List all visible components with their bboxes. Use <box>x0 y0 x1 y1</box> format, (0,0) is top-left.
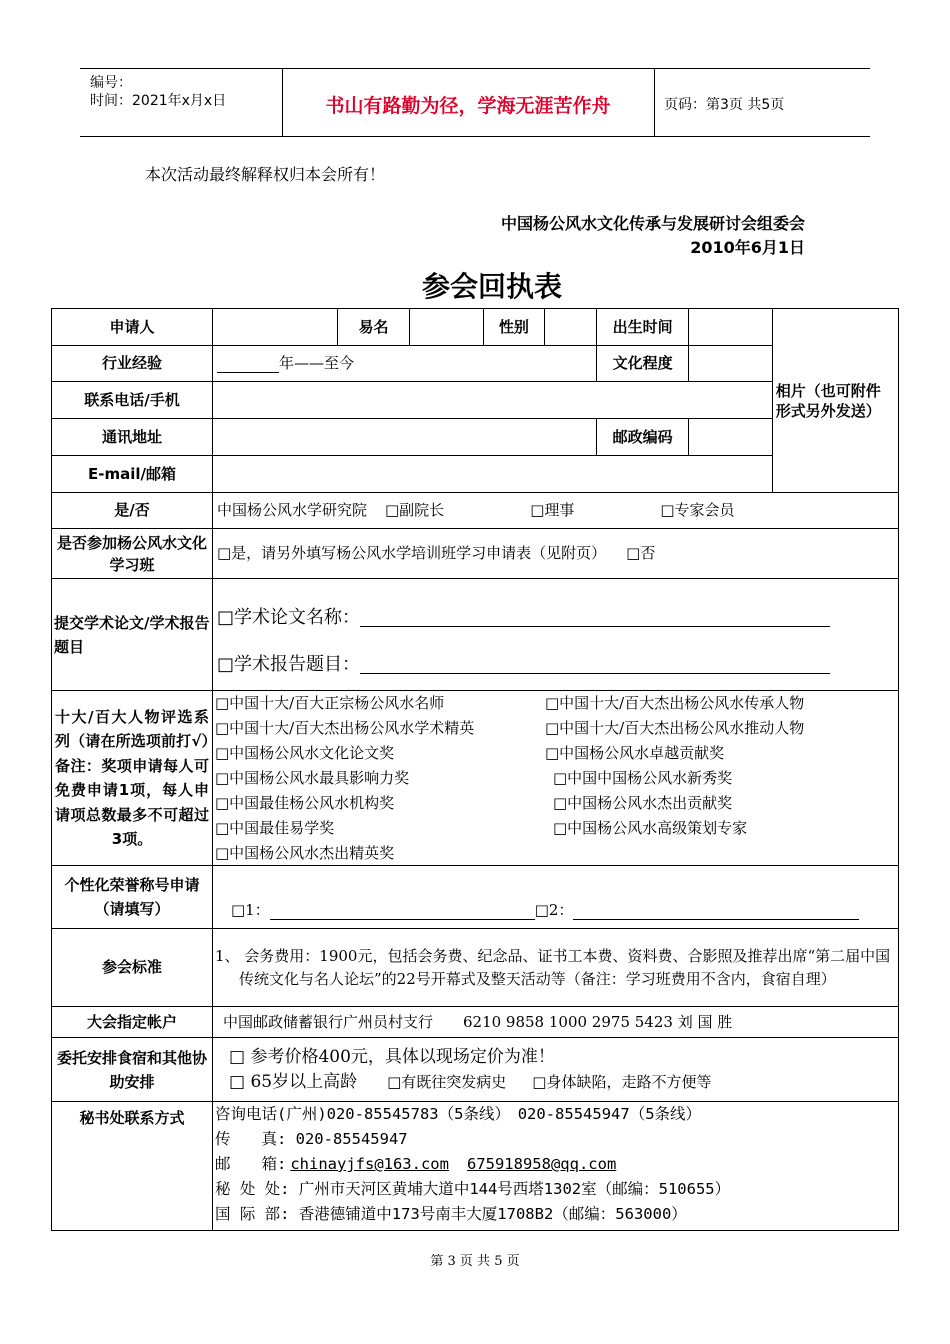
consult-phone: 咨询电话(广州)020-85545783（5条线） 020-85545947（5条线） <box>214 1105 702 1123</box>
easy-name-field[interactable] <box>409 309 483 346</box>
email-field[interactable] <box>212 456 772 493</box>
account-label: 大会指定帐户 <box>52 1007 213 1038</box>
expert-checkbox[interactable]: □专家会员 <box>660 501 735 519</box>
award-option-checkbox[interactable]: □中国杨公风水高级策划专家 <box>552 818 748 837</box>
applicant-label: 申请人 <box>52 309 213 346</box>
postcode-label: 邮政编码 <box>597 419 688 456</box>
issue-date: 2010年6月1日 <box>690 238 805 257</box>
organizer: 中国杨公风水文化传承与发展研讨会组委会 <box>500 214 805 233</box>
birth-label: 出生时间 <box>597 309 688 346</box>
award-option-checkbox[interactable]: □中国中国杨公风水新秀奖 <box>552 768 733 787</box>
header-bottom-rule <box>80 136 870 137</box>
header-page-info: 页码：第3页 共5页 <box>664 97 785 113</box>
paper-row <box>212 579 898 691</box>
paper-label: 提交学术论文/学术报告题目 <box>52 579 213 691</box>
awards-cell <box>212 691 898 866</box>
experience-blank[interactable] <box>217 372 279 373</box>
award-option-checkbox[interactable]: □中国杨公风水杰出精英奖 <box>214 843 395 862</box>
lodging-illness-checkbox[interactable]: □有既往突发病史 <box>387 1072 507 1091</box>
vice-president-checkbox[interactable]: □副院长 <box>385 501 445 519</box>
phone-label: 联系电话/手机 <box>52 382 213 419</box>
paper-name-blank[interactable] <box>360 626 830 627</box>
class-label: 是否参加杨公风水文化学习班 <box>52 529 213 579</box>
account-text: 中国邮政储蓄银行广州员村支行 6210 9858 1000 2975 5423 刘 国 胜 <box>212 1007 898 1038</box>
lodging-age-checkbox[interactable]: □ 65岁以上高龄 <box>228 1071 358 1092</box>
lodging-label: 委托安排食宿和其他协助安排 <box>52 1038 213 1102</box>
report-name-blank[interactable] <box>360 673 830 674</box>
office-address: 秘 处 处: 广州市天河区黄埔大道中144号西塔1302室（邮编：510655） <box>214 1180 731 1198</box>
photo-cell[interactable]: 相片（也可附件形式另外发送） <box>772 309 898 493</box>
header-divider <box>654 68 655 136</box>
award-option-checkbox[interactable]: □中国十大/百大杰出杨公风水传承人物 <box>544 693 805 712</box>
honor-row <box>212 866 898 929</box>
lodging-row <box>212 1038 898 1102</box>
doc-number: 编号： <box>90 75 132 91</box>
award-option-checkbox[interactable]: □中国十大/百大杰出杨公风水学术精英 <box>214 718 475 737</box>
education-label: 文化程度 <box>597 346 688 382</box>
lodging-disability-checkbox[interactable]: □身体缺陷，走路不方便等 <box>532 1072 712 1091</box>
easy-name-label: 易名 <box>338 309 410 346</box>
email-link-qq[interactable]: 675918958@qq.com <box>466 1155 617 1173</box>
fee-text: 1、 会务费用：1900元，包括会务费、纪念品、证书工本费、资料费、合影照及推荐出席“第二届中国传统文化与名人论坛”的22号开幕式及整天活动等（备注：学习班费用不含内，食宿自理） <box>212 929 898 1007</box>
paper-name-checkbox[interactable]: □学术论文名称： <box>216 606 360 628</box>
class-row <box>212 529 898 579</box>
awards-grid <box>215 694 896 863</box>
phone-field[interactable] <box>212 382 772 419</box>
gender-label: 性别 <box>483 309 545 346</box>
award-option-checkbox[interactable]: □中国最佳易学奖 <box>214 818 335 837</box>
class-yes-checkbox[interactable]: □是，请另外填写杨公风水学培训班学习申请表（见附页） <box>216 544 607 562</box>
intl-address: 国 际 部: 香港德铺道中173号南丰大厦1708B2（邮编：563000） <box>214 1205 687 1223</box>
yes-no-label: 是/否 <box>52 493 213 529</box>
birth-field[interactable] <box>688 309 772 346</box>
awards-label: 十大/百大人物评选系列（请在所选项前打√）备注：奖项申请每人可免费申请1项，每人申请项总数最多不可超过3项。 <box>52 691 213 866</box>
postcode-field[interactable] <box>688 419 772 456</box>
secretariat-label: 秘书处联系方式 <box>52 1102 213 1231</box>
education-field[interactable] <box>688 346 772 382</box>
institute-row <box>212 493 898 529</box>
header-top-rule <box>80 68 870 69</box>
honor-1-checkbox[interactable]: □1： <box>230 901 270 919</box>
form-title: 参会回执表 <box>421 270 562 303</box>
award-option-checkbox[interactable]: □中国十大/百大正宗杨公风水名师 <box>214 693 445 712</box>
award-option-checkbox[interactable]: □中国杨公风水杰出贡献奖 <box>552 793 733 812</box>
header-slogan: 书山有路勤为径，学海无涯苦作舟 <box>325 95 611 117</box>
registration-form <box>51 308 899 1231</box>
award-option-checkbox[interactable]: □中国十大/百大杰出杨公风水推动人物 <box>544 718 805 737</box>
notice-text: 本次活动最终解释权归本会所有！ <box>145 165 386 184</box>
page-footer: 第 3 页 共 5 页 <box>430 1254 520 1269</box>
lodging-price-checkbox[interactable]: □ 参考价格400元，具体以现场定价为准！ <box>228 1046 555 1067</box>
email-label-text: 邮 箱: <box>214 1155 287 1173</box>
award-option-checkbox[interactable]: □中国杨公风水文化论文奖 <box>214 743 395 762</box>
experience-label: 行业经验 <box>52 346 213 382</box>
doc-time: 时间：2021年x月x日 <box>90 93 227 109</box>
award-option-checkbox[interactable]: □中国杨公风水卓越贡献奖 <box>544 743 725 762</box>
award-option-checkbox[interactable]: □中国最佳杨公风水机构奖 <box>214 793 395 812</box>
honor-1-blank[interactable] <box>270 919 535 920</box>
report-name-checkbox[interactable]: □学术报告题目： <box>216 653 360 675</box>
email-link-163[interactable]: chinayjfs@163.com <box>290 1155 449 1173</box>
award-option-checkbox[interactable]: □中国杨公风水最具影响力奖 <box>214 768 410 787</box>
address-label: 通讯地址 <box>52 419 213 456</box>
experience-value: 年——至今 <box>278 354 354 372</box>
director-checkbox[interactable]: □理事 <box>530 501 575 519</box>
institute-name: 中国杨公风水学研究院 <box>216 501 367 519</box>
address-field[interactable] <box>212 419 596 456</box>
secretariat-info <box>212 1102 898 1231</box>
experience-field[interactable] <box>212 346 596 382</box>
fee-label: 参会标准 <box>52 929 213 1007</box>
applicant-field[interactable] <box>212 309 337 346</box>
class-no-checkbox[interactable]: □否 <box>626 544 656 562</box>
honor-2-blank[interactable] <box>573 919 859 920</box>
honor-2-checkbox[interactable]: □2： <box>534 901 574 919</box>
fax-number: 传 真: 020-85545947 <box>214 1130 408 1148</box>
honor-label: 个性化荣誉称号申请（请填写） <box>52 866 213 929</box>
email-label: E-mail/邮箱 <box>52 456 213 493</box>
gender-field[interactable] <box>545 309 597 346</box>
